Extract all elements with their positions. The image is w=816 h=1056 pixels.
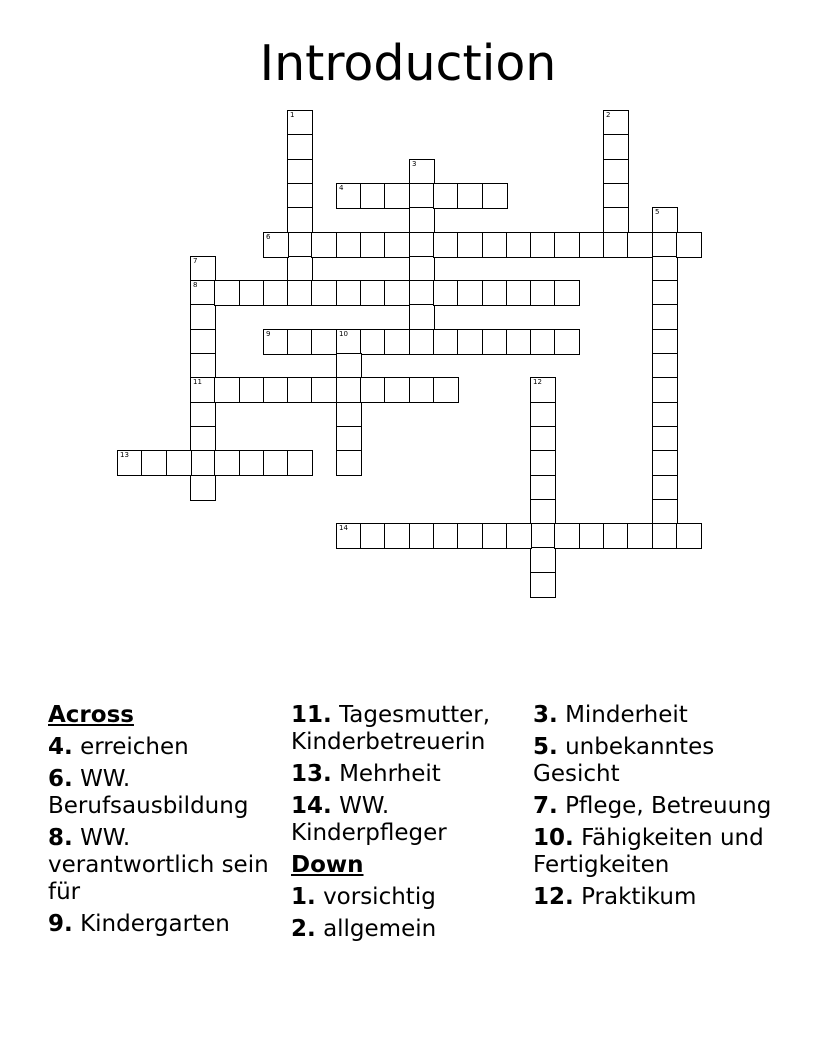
clue-number: 5 bbox=[655, 208, 660, 216]
clue-number: 7 bbox=[193, 257, 198, 265]
grid-cell[interactable] bbox=[603, 134, 629, 160]
grid-cell[interactable] bbox=[433, 329, 459, 355]
grid-cell[interactable] bbox=[117, 450, 143, 476]
grid-cell[interactable] bbox=[409, 256, 435, 282]
clue-down-12: 12. Praktikum bbox=[533, 884, 697, 910]
grid-cell[interactable] bbox=[579, 523, 605, 549]
grid-cell[interactable] bbox=[190, 475, 216, 501]
grid-cell[interactable] bbox=[482, 523, 508, 549]
grid-cell[interactable] bbox=[409, 329, 435, 355]
grid-cell[interactable] bbox=[336, 353, 362, 379]
grid-cell[interactable] bbox=[214, 450, 240, 476]
grid-cell[interactable] bbox=[530, 232, 556, 258]
grid-cell[interactable] bbox=[311, 329, 337, 355]
grid-cell[interactable] bbox=[336, 183, 362, 209]
grid-cell[interactable] bbox=[311, 377, 337, 403]
grid-cell[interactable] bbox=[336, 232, 362, 258]
clue-number: 6 bbox=[266, 233, 271, 241]
grid-cell[interactable] bbox=[263, 329, 289, 355]
grid-cell[interactable] bbox=[287, 329, 313, 355]
grid-cell[interactable] bbox=[287, 207, 313, 233]
grid-cell[interactable] bbox=[554, 523, 580, 549]
grid-cell[interactable] bbox=[652, 499, 678, 525]
grid-cell[interactable] bbox=[457, 183, 483, 209]
grid-cell[interactable] bbox=[506, 523, 532, 549]
grid-cell[interactable] bbox=[336, 450, 362, 476]
grid-cell[interactable] bbox=[482, 280, 508, 306]
grid-cell[interactable] bbox=[652, 402, 678, 428]
grid-cell[interactable] bbox=[530, 402, 556, 428]
grid-cell[interactable] bbox=[190, 450, 216, 476]
grid-cell[interactable] bbox=[530, 499, 556, 525]
grid-cell[interactable] bbox=[482, 329, 508, 355]
clue-number: 10 bbox=[339, 330, 348, 338]
grid-cell[interactable] bbox=[287, 159, 313, 185]
grid-cell[interactable] bbox=[336, 523, 362, 549]
grid-cell[interactable] bbox=[287, 377, 313, 403]
clue-number: 3 bbox=[412, 160, 417, 168]
grid-cell[interactable] bbox=[603, 159, 629, 185]
clue-down-10: 10. Fähigkeiten und Fertigkeiten bbox=[533, 825, 764, 878]
grid-cell[interactable] bbox=[482, 232, 508, 258]
grid-cell[interactable] bbox=[287, 134, 313, 160]
grid-cell[interactable] bbox=[433, 523, 459, 549]
grid-cell[interactable] bbox=[554, 329, 580, 355]
clue-number: 11 bbox=[193, 378, 202, 386]
grid-cell[interactable] bbox=[603, 183, 629, 209]
grid-cell[interactable] bbox=[190, 329, 216, 355]
grid-cell[interactable] bbox=[287, 280, 313, 306]
grid-cell[interactable] bbox=[579, 232, 605, 258]
grid-cell[interactable] bbox=[652, 280, 678, 306]
grid-cell[interactable] bbox=[166, 450, 192, 476]
grid-cell[interactable] bbox=[287, 110, 313, 136]
clue-across-9: 9. Kindergarten bbox=[48, 911, 230, 937]
grid-cell[interactable] bbox=[433, 280, 459, 306]
grid-cell[interactable] bbox=[603, 207, 629, 233]
grid-cell[interactable] bbox=[457, 232, 483, 258]
clue-across-14: 14. WW. Kinderpfleger bbox=[291, 793, 447, 846]
grid-cell[interactable] bbox=[530, 426, 556, 452]
grid-cell[interactable] bbox=[457, 280, 483, 306]
puzzle-title: Introduction bbox=[259, 35, 557, 92]
grid-cell[interactable] bbox=[652, 353, 678, 379]
grid-cell[interactable] bbox=[409, 232, 435, 258]
grid-cell[interactable] bbox=[360, 329, 386, 355]
grid-cell[interactable] bbox=[384, 232, 410, 258]
grid-cell[interactable] bbox=[409, 159, 435, 185]
grid-cell[interactable] bbox=[457, 329, 483, 355]
grid-cell[interactable] bbox=[360, 377, 386, 403]
grid-cell[interactable] bbox=[384, 280, 410, 306]
grid-cell[interactable] bbox=[627, 523, 653, 549]
grid-cell[interactable] bbox=[409, 183, 435, 209]
grid-cell[interactable] bbox=[652, 256, 678, 282]
grid-cell[interactable] bbox=[409, 304, 435, 330]
grid-cell[interactable] bbox=[652, 450, 678, 476]
grid-cell[interactable] bbox=[214, 280, 240, 306]
clue-down-5: 5. unbekanntes Gesicht bbox=[533, 734, 715, 787]
grid-cell[interactable] bbox=[409, 280, 435, 306]
clue-number: 13 bbox=[120, 451, 129, 459]
grid-cell[interactable] bbox=[506, 280, 532, 306]
grid-cell[interactable] bbox=[433, 377, 459, 403]
grid-cell[interactable] bbox=[652, 523, 678, 549]
grid-cell[interactable] bbox=[652, 377, 678, 403]
clue-column-3 bbox=[533, 702, 773, 916]
grid-cell[interactable] bbox=[652, 232, 678, 258]
clue-across-4: 4. erreichen bbox=[48, 734, 189, 760]
grid-cell[interactable] bbox=[190, 353, 216, 379]
grid-cell[interactable] bbox=[360, 232, 386, 258]
grid-cell[interactable] bbox=[433, 232, 459, 258]
grid-cell[interactable] bbox=[409, 523, 435, 549]
grid-cell[interactable] bbox=[482, 183, 508, 209]
grid-cell[interactable] bbox=[506, 232, 532, 258]
grid-cell[interactable] bbox=[603, 232, 629, 258]
grid-cell[interactable] bbox=[676, 523, 702, 549]
grid-cell[interactable] bbox=[530, 329, 556, 355]
down-heading: Down bbox=[291, 852, 364, 878]
grid-cell[interactable] bbox=[530, 450, 556, 476]
grid-cell[interactable] bbox=[190, 426, 216, 452]
clue-column-2 bbox=[291, 702, 531, 948]
grid-cell[interactable] bbox=[530, 280, 556, 306]
clue-number: 8 bbox=[193, 281, 198, 289]
clue-number: 1 bbox=[290, 111, 295, 119]
grid-cell[interactable] bbox=[652, 426, 678, 452]
grid-cell[interactable] bbox=[384, 329, 410, 355]
grid-cell[interactable] bbox=[239, 450, 265, 476]
grid-cell[interactable] bbox=[409, 207, 435, 233]
grid-cell[interactable] bbox=[190, 256, 216, 282]
grid-cell[interactable] bbox=[190, 280, 216, 306]
grid-cell[interactable] bbox=[603, 110, 629, 136]
grid-cell[interactable] bbox=[263, 377, 289, 403]
grid-cell[interactable] bbox=[652, 329, 678, 355]
clue-down-3: 3. Minderheit bbox=[533, 702, 688, 728]
grid-cell[interactable] bbox=[336, 402, 362, 428]
grid-cell[interactable] bbox=[384, 523, 410, 549]
grid-cell[interactable] bbox=[530, 572, 556, 598]
clue-across-13: 13. Mehrheit bbox=[291, 761, 441, 787]
grid-cell[interactable] bbox=[554, 232, 580, 258]
grid-cell[interactable] bbox=[627, 232, 653, 258]
clue-down-7: 7. Pflege, Betreuung bbox=[533, 793, 772, 819]
grid-cell[interactable] bbox=[384, 377, 410, 403]
grid-cell[interactable] bbox=[287, 256, 313, 282]
clue-column-1 bbox=[48, 702, 288, 943]
clue-number: 14 bbox=[339, 524, 348, 532]
clue-number: 4 bbox=[339, 184, 344, 192]
grid-cell[interactable] bbox=[287, 232, 313, 258]
grid-cell[interactable] bbox=[336, 377, 362, 403]
grid-cell[interactable] bbox=[263, 232, 289, 258]
grid-cell[interactable] bbox=[336, 280, 362, 306]
grid-cell[interactable] bbox=[530, 547, 556, 573]
grid-cell[interactable] bbox=[360, 523, 386, 549]
grid-cell[interactable] bbox=[214, 377, 240, 403]
grid-cell[interactable] bbox=[603, 523, 629, 549]
clue-number: 2 bbox=[606, 111, 611, 119]
grid-cell[interactable] bbox=[457, 523, 483, 549]
grid-cell[interactable] bbox=[652, 207, 678, 233]
grid-cell[interactable] bbox=[190, 304, 216, 330]
clue-down-2: 2. allgemein bbox=[291, 916, 437, 942]
grid-cell[interactable] bbox=[554, 280, 580, 306]
clue-across-8: 8. WW. verantwortlich sein für bbox=[48, 825, 269, 905]
grid-cell[interactable] bbox=[360, 183, 386, 209]
clue-number: 9 bbox=[266, 330, 271, 338]
grid-cell[interactable] bbox=[190, 402, 216, 428]
clue-down-1: 1. vorsichtig bbox=[291, 884, 436, 910]
clue-across-11: 11. Tagesmutter, Kinderbetreuerin bbox=[291, 702, 491, 755]
grid-cell[interactable] bbox=[311, 280, 337, 306]
grid-cell[interactable] bbox=[530, 475, 556, 501]
grid-cell[interactable] bbox=[652, 304, 678, 330]
grid-cell[interactable] bbox=[360, 280, 386, 306]
grid-cell[interactable] bbox=[530, 523, 556, 549]
grid-cell[interactable] bbox=[263, 450, 289, 476]
grid-cell[interactable] bbox=[652, 475, 678, 501]
grid-cell[interactable] bbox=[530, 377, 556, 403]
grid-cell[interactable] bbox=[409, 377, 435, 403]
grid-cell[interactable] bbox=[676, 232, 702, 258]
grid-cell[interactable] bbox=[433, 183, 459, 209]
clue-across-6: 6. WW. Berufsausbildung bbox=[48, 766, 249, 819]
grid-cell[interactable] bbox=[239, 280, 265, 306]
clue-number: 12 bbox=[533, 378, 542, 386]
grid-cell[interactable] bbox=[311, 232, 337, 258]
grid-cell[interactable] bbox=[384, 183, 410, 209]
grid-cell[interactable] bbox=[190, 377, 216, 403]
grid-cell[interactable] bbox=[263, 280, 289, 306]
grid-cell[interactable] bbox=[336, 426, 362, 452]
across-heading: Across bbox=[48, 702, 134, 728]
grid-cell[interactable] bbox=[141, 450, 167, 476]
grid-cell[interactable] bbox=[287, 183, 313, 209]
grid-cell[interactable] bbox=[506, 329, 532, 355]
grid-cell[interactable] bbox=[239, 377, 265, 403]
grid-cell[interactable] bbox=[287, 450, 313, 476]
grid-cell[interactable] bbox=[336, 329, 362, 355]
